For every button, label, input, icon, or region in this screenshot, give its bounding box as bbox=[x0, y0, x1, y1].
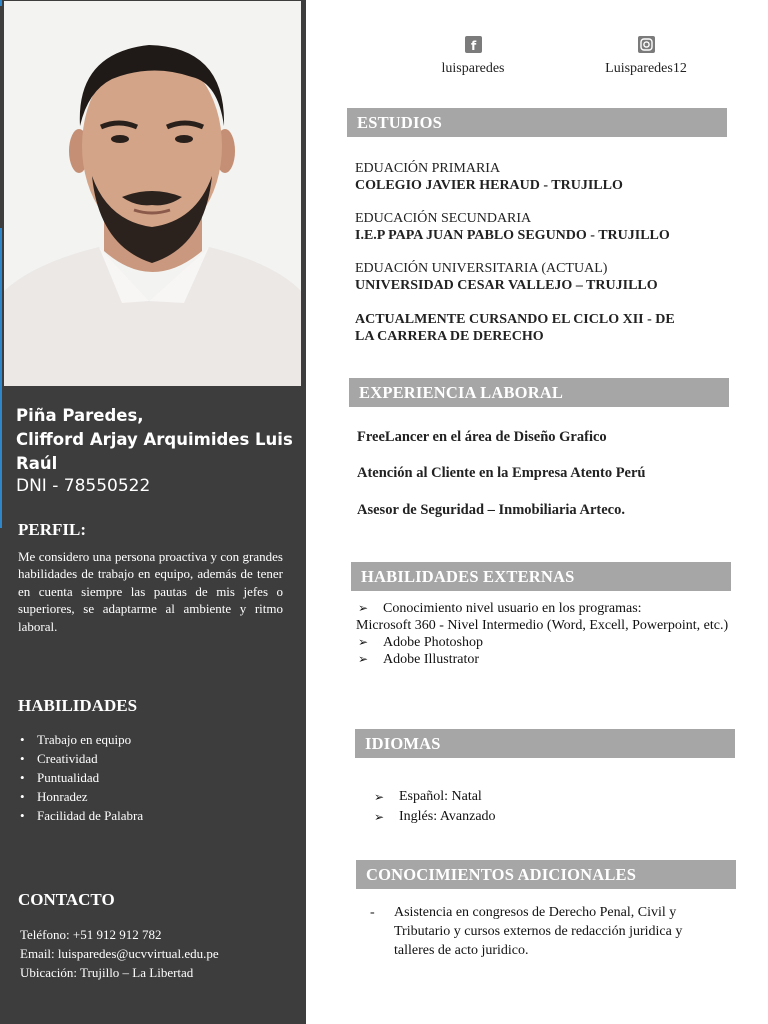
list-item: • Honradez bbox=[20, 787, 143, 806]
habilidades-externas-heading: HABILIDADES EXTERNAS bbox=[351, 562, 731, 591]
list-item: Asesor de Seguridad – Inmobiliaria Arteco. bbox=[357, 502, 625, 518]
edu-school: I.E.P PAPA JUAN PABLO SEGUNDO - TRUJILLO bbox=[355, 228, 670, 243]
perfil-heading: PERFIL: bbox=[18, 520, 86, 539]
contact-location: Ubicación: Trujillo – La Libertad bbox=[20, 965, 194, 980]
edu-level: EDUACIÓN UNIVERSITARIA (ACTUAL) bbox=[355, 261, 608, 276]
list-item: ➢ Adobe Illustrator bbox=[358, 652, 480, 667]
dash-bullet: - bbox=[370, 905, 375, 920]
habilidades-heading: HABILIDADES bbox=[18, 696, 138, 715]
profile-photo bbox=[4, 1, 301, 386]
experiencia-heading: EXPERIENCIA LABORAL bbox=[349, 378, 729, 407]
contact-block bbox=[20, 925, 219, 982]
svg-text:f: f bbox=[470, 39, 476, 53]
edu-entry bbox=[355, 160, 623, 194]
estudios-heading: ESTUDIOS bbox=[347, 108, 727, 137]
instagram-icon[interactable] bbox=[638, 36, 655, 53]
edu-current-line-1: ACTUALMENTE CURSANDO EL CICLO XII - DE bbox=[355, 312, 675, 327]
arrow-bullet-icon: ➢ bbox=[358, 652, 369, 666]
accent-edge bbox=[0, 228, 2, 528]
list-item: • Puntualidad bbox=[20, 768, 143, 787]
instagram-handle: Luisparedes12 bbox=[605, 61, 687, 76]
social-instagram[interactable] bbox=[591, 36, 701, 77]
arrow-bullet-icon: ➢ bbox=[358, 601, 369, 615]
conocimientos-heading: CONOCIMIENTOS ADICIONALES bbox=[356, 860, 736, 889]
edu-entry bbox=[355, 260, 658, 294]
list-item: ➢ Adobe Photoshop bbox=[358, 635, 483, 650]
list-item: Atención al Cliente en la Empresa Atento Perú bbox=[357, 465, 646, 481]
list-item-continued: Microsoft 360 - Nivel Intermedio (Word, Excell, Powerpoint, etc.) bbox=[356, 618, 729, 633]
conocimientos-text: Asistencia en congresos de Derecho Penal, Civil y Tributario y cursos externos de redacción juridica y talleres de acto juridico. bbox=[394, 905, 683, 958]
edu-current bbox=[355, 311, 675, 345]
arrow-bullet-icon: ➢ bbox=[358, 635, 369, 649]
idiomas-list bbox=[372, 787, 496, 827]
list-item: • Facilidad de Palabra bbox=[20, 806, 143, 825]
idiomas-heading: IDIOMAS bbox=[355, 729, 735, 758]
edu-current-line-2: LA CARRERA DE DERECHO bbox=[355, 329, 544, 344]
arrow-bullet-icon: ➢ bbox=[374, 790, 385, 804]
skills-list bbox=[20, 730, 143, 825]
social-facebook[interactable] bbox=[418, 36, 528, 77]
list-item: FreeLancer en el área de Diseño Grafico bbox=[357, 429, 607, 445]
edu-level: EDUCACIÓN SECUNDARIA bbox=[355, 211, 532, 226]
list-item: • Trabajo en equipo bbox=[20, 730, 143, 749]
habilidades-externas-list bbox=[356, 600, 751, 668]
list-item: ➢ Español: Natal bbox=[372, 787, 496, 807]
facebook-icon[interactable] bbox=[465, 36, 482, 53]
contacto-heading: CONTACTO bbox=[18, 890, 115, 909]
list-item: ➢ Conocimiento nivel usuario en los programas: bbox=[358, 601, 642, 616]
list-item: • Creatividad bbox=[20, 749, 143, 768]
edu-entry bbox=[355, 210, 670, 244]
edu-school: UNIVERSIDAD CESAR VALLEJO – TRUJILLO bbox=[355, 278, 658, 293]
perfil-text: Me considero una persona proactiva y con grandes habilidades de trabajo en equipo, además de tener en cuenta siempre las pautas de mis jefes o superiores, se adaptarme al ambiente y ritmo laboral. bbox=[18, 549, 283, 634]
name-line-2: Clifford Arjay Arquimides Luis Raúl bbox=[16, 430, 293, 473]
accent-edge-top bbox=[0, 0, 2, 6]
left-panel bbox=[0, 0, 306, 1024]
contact-email: Email: luisparedes@ucvvirtual.edu.pe bbox=[20, 946, 219, 961]
name-line-1: Piña Paredes, bbox=[16, 406, 144, 425]
facebook-handle: luisparedes bbox=[441, 61, 505, 76]
profile-name bbox=[16, 404, 296, 476]
contact-phone: Teléfono: +51 912 912 782 bbox=[20, 927, 162, 942]
list-item: ➢ Inglés: Avanzado bbox=[372, 807, 496, 827]
arrow-bullet-icon: ➢ bbox=[374, 810, 385, 824]
dni-label: DNI - 78550522 bbox=[16, 476, 151, 496]
edu-school: COLEGIO JAVIER HERAUD - TRUJILLO bbox=[355, 178, 623, 193]
edu-level: EDUACIÓN PRIMARIA bbox=[355, 161, 501, 176]
conocimientos-item bbox=[370, 903, 720, 960]
